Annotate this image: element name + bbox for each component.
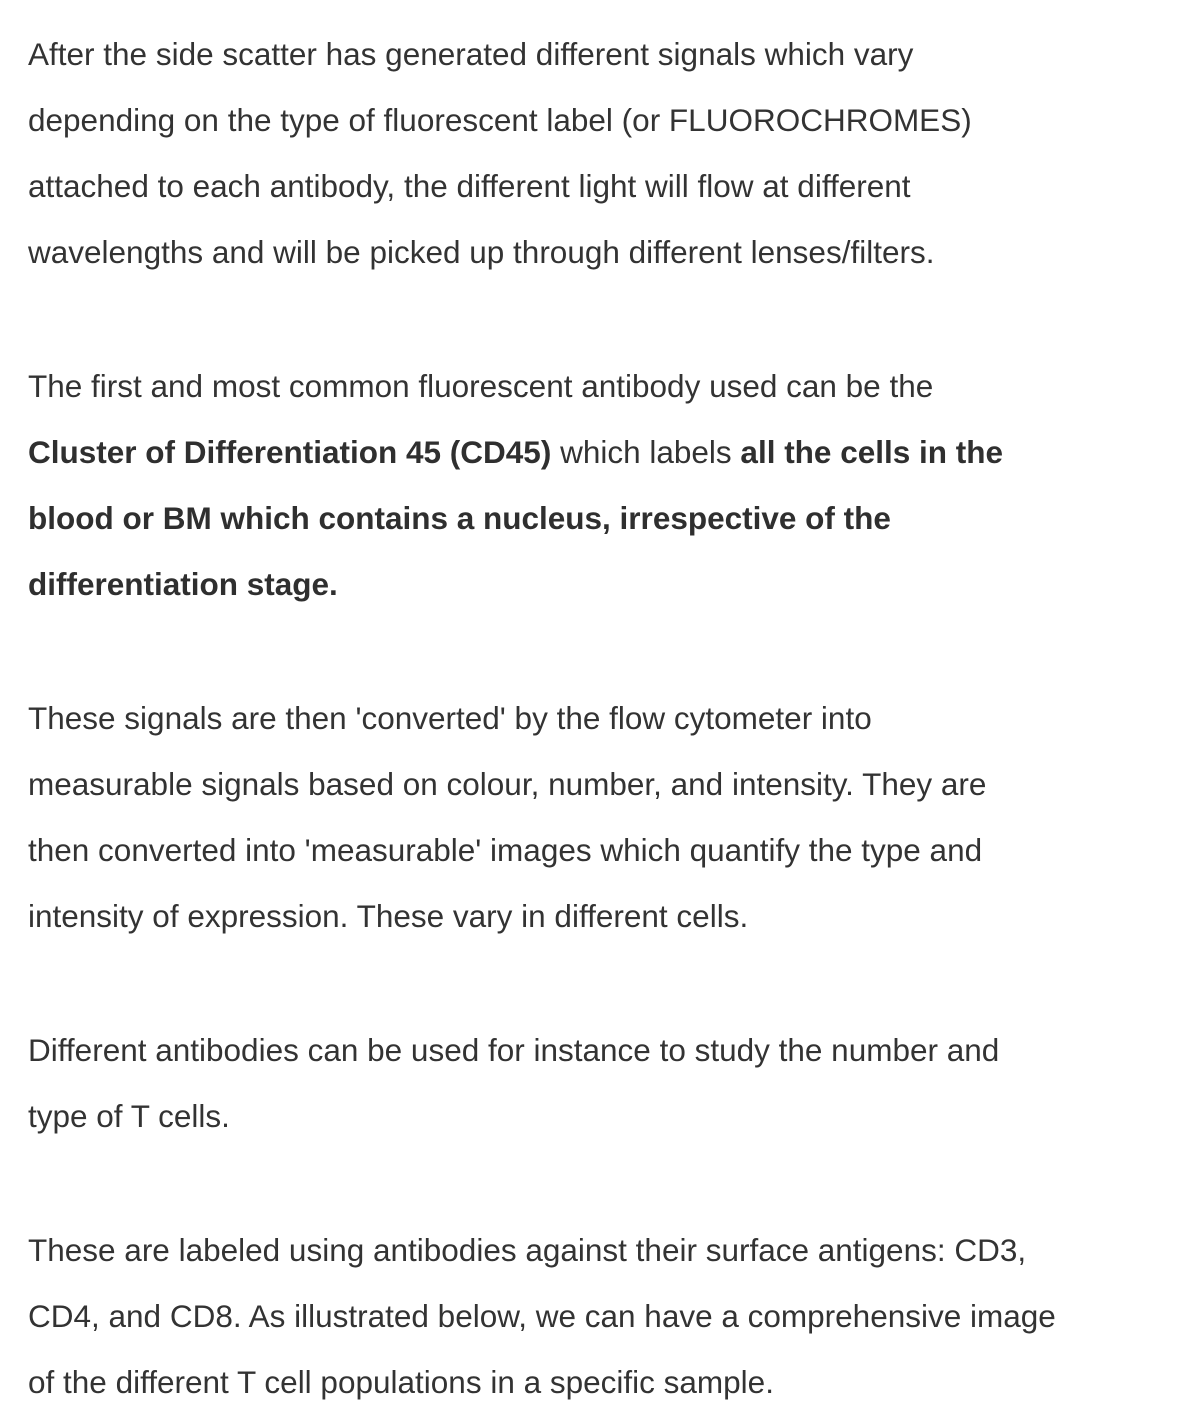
text-line: wavelengths and will be picked up through different lenses/filters. xyxy=(28,234,935,270)
bold-emphasis: differentiation stage. xyxy=(28,566,338,602)
text-line: Different antibodies can be used for instance to study the number and xyxy=(28,1032,1000,1068)
text-line: After the side scatter has generated different signals which vary xyxy=(28,36,914,72)
paragraph-side-scatter xyxy=(28,21,1198,285)
text-segment: which labels xyxy=(551,434,741,470)
paragraph-antibodies xyxy=(28,1017,1198,1149)
text-line: These signals are then 'converted' by the flow cytometer into xyxy=(28,700,872,736)
text-line: CD4, and CD8. As illustrated below, we can have a comprehensive image xyxy=(28,1298,1056,1334)
bold-term-cd45: Cluster of Differentiation 45 (CD45) xyxy=(28,434,552,470)
text-line: measurable signals based on colour, number, and intensity. They are xyxy=(28,766,987,802)
text-line xyxy=(28,551,1198,617)
paragraph-t-cells xyxy=(28,1217,1198,1415)
text-line: The first and most common fluorescent antibody used can be the xyxy=(28,368,934,404)
text-line: intensity of expression. These vary in different cells. xyxy=(28,898,749,934)
paragraph-signals xyxy=(28,685,1198,949)
bold-emphasis: blood or BM which contains a nucleus, irrespective of the xyxy=(28,500,891,536)
text-line: of the different T cell populations in a specific sample. xyxy=(28,1364,774,1400)
text-line xyxy=(28,419,1198,485)
text-line: type of T cells. xyxy=(28,1098,230,1134)
bold-emphasis: all the cells in the xyxy=(740,434,1004,470)
text-line xyxy=(28,485,1198,551)
text-line: attached to each antibody, the different light will flow at different xyxy=(28,168,911,204)
text-line: then converted into 'measurable' images which quantify the type and xyxy=(28,832,983,868)
paragraph-cd45 xyxy=(28,353,1198,617)
text-line: These are labeled using antibodies against their surface antigens: CD3, xyxy=(28,1232,1027,1268)
text-line: depending on the type of fluorescent label (or FLUOROCHROMES) xyxy=(28,102,972,138)
